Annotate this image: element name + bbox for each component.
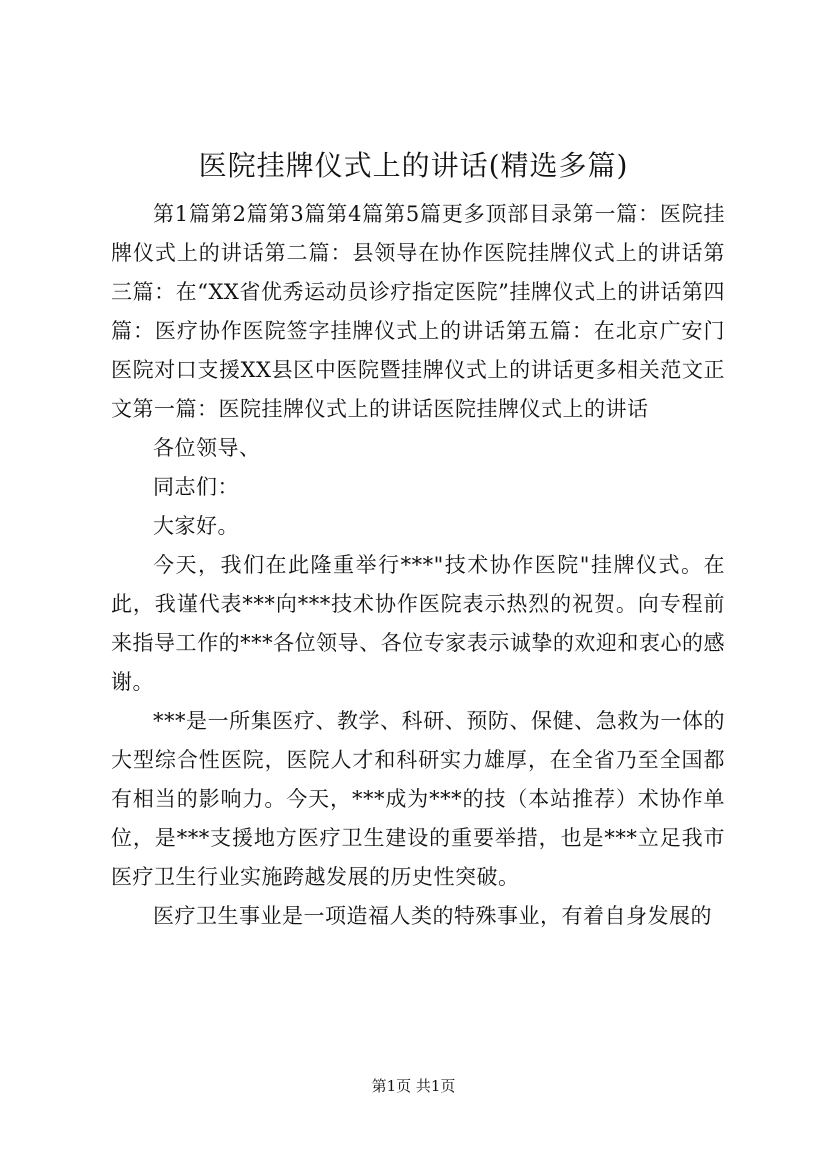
paragraph-greeting: 大家好。 <box>153 514 239 538</box>
paragraph-opening: 今天，我们在此隆重举行***"技术协作医院"挂牌仪式。在此，我谨代表***向***技术协作医院表示热烈的祝贺。向专程前来指导工作的***各位领导、各位专家表示诚挚的欢迎和衷心的感谢。 <box>111 553 725 694</box>
paragraph-medical-cause: 医疗卫生事业是一项造福人类的特殊事业，有着自身发展的 <box>153 904 712 928</box>
document-body <box>111 195 725 936</box>
paragraph-toc: 第1篇第2篇第3篇第4篇第5篇更多顶部目录第一篇：医院挂牌仪式上的讲话第二篇：县领导在协作医院挂牌仪式上的讲话第三篇：在“XX省优秀运动员诊疗指定医院”挂牌仪式上的讲话第四篇：医疗协作医院签字挂牌仪式上的讲话第五篇：在北京广安门医院对口支援XX县区中医院暨挂牌仪式上的讲话更多相关范文正文第一篇：医院挂牌仪式上的讲话医院挂牌仪式上的讲话 <box>111 202 725 421</box>
paragraph-salutation-comrades: 同志们： <box>153 475 239 499</box>
paragraph-hospital-intro: ***是一所集医疗、教学、科研、预防、保健、急救为一体的大型综合性医院，医院人才和科研实力雄厚，在全省乃至全国都有相当的影响力。今天，***成为***的技（本站推荐）术协作单位，是***支援地方医疗卫生建设的重要举措，也是***立足我市医疗卫生行业实施跨越发展的历史性突破。 <box>111 709 725 889</box>
document-title: 医院挂牌仪式上的讲话(精选多篇) <box>198 149 629 182</box>
paragraph-salutation-leaders: 各位领导、 <box>153 436 261 460</box>
page-footer: 第1页 共1页 <box>371 1077 456 1095</box>
